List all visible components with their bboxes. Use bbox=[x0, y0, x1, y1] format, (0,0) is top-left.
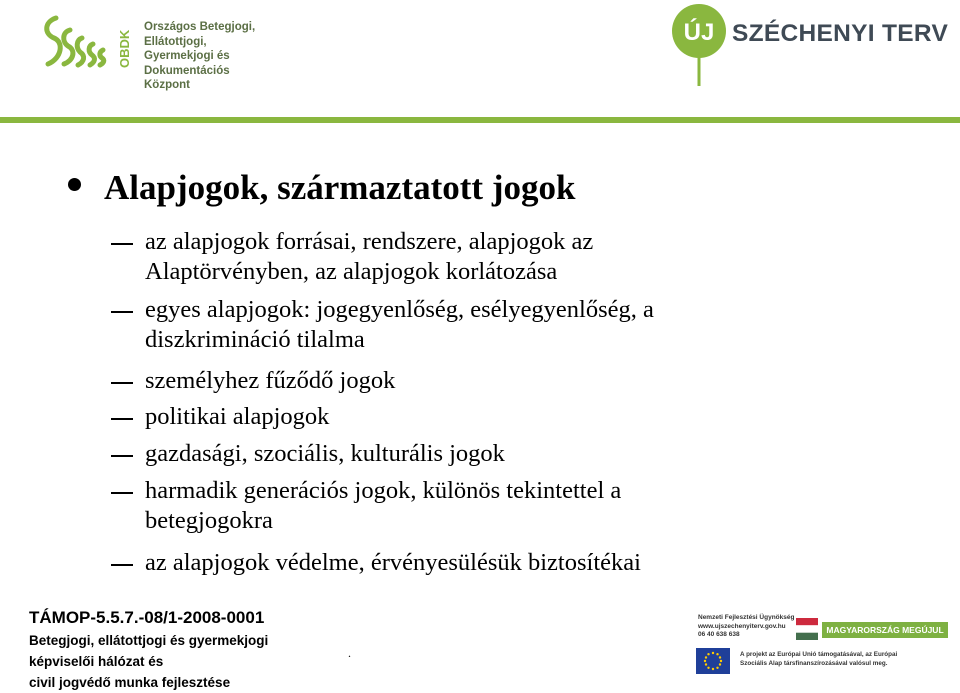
list-item-line: politikai alapjogok bbox=[145, 403, 330, 430]
obdk-line: Ellátottjogi, Gyermekjogi és bbox=[144, 35, 230, 62]
project-line: civil jogvédő munka fejlesztése bbox=[29, 675, 231, 690]
obdk-line: Dokumentációs Központ bbox=[144, 64, 230, 91]
eu-line: Szociális Alap társfinanszírozásával valósul meg. bbox=[740, 660, 888, 667]
obdk-line: Országos Betegjogi, bbox=[144, 21, 256, 33]
list-item-line: Alaptörvényben, az alapjogok korlátozása bbox=[145, 258, 558, 285]
list-item bbox=[145, 439, 505, 469]
uj-text: ÚJ bbox=[683, 19, 715, 46]
list-item bbox=[145, 402, 329, 432]
agency-line: Nemzeti Fejlesztési Ügynökség bbox=[698, 614, 795, 621]
list-item bbox=[145, 366, 395, 396]
list-item-line: gazdasági, szociális, kulturális jogok bbox=[145, 440, 505, 467]
project-line: Betegjogi, ellátottjogi és gyermekjogi bbox=[29, 633, 269, 648]
dash-icon bbox=[111, 311, 133, 313]
agency-info bbox=[698, 614, 794, 640]
dash-icon bbox=[111, 455, 133, 457]
eu-text bbox=[740, 650, 897, 668]
list-item bbox=[145, 548, 641, 578]
list-item-line: egyes alapjogok: jogegyenlőség, esélyegyenlőség, a bbox=[145, 296, 654, 323]
list-item-line: diszkrimináció tilalma bbox=[145, 326, 365, 353]
footer-dot: . bbox=[348, 646, 351, 660]
list-item-line: személyhez fűződő jogok bbox=[145, 367, 396, 394]
dash-icon bbox=[111, 382, 133, 384]
obdk-vertical-text: OBDK bbox=[117, 29, 132, 68]
list-item-line: harmadik generációs jogok, különös tekintettel a bbox=[145, 477, 622, 504]
list-item-line: az alapjogok védelme, érvényesülésük biztosítékai bbox=[145, 549, 641, 576]
slide-title: Alapjogok, származtatott jogok bbox=[104, 168, 576, 207]
sponsor-block bbox=[682, 602, 960, 689]
bullet-icon bbox=[68, 178, 81, 191]
list-item bbox=[145, 227, 593, 287]
dash-icon bbox=[111, 243, 133, 245]
list-item bbox=[145, 476, 621, 536]
footer-project bbox=[29, 606, 268, 693]
agency-line: www.ujszechenyiterv.gov.hu bbox=[698, 622, 786, 630]
project-code: TÁMOP-5.5.7.-08/1-2008-0001 bbox=[29, 608, 265, 627]
list-item-line: az alapjogok forrásai, rendszere, alapjogok az bbox=[145, 228, 594, 255]
list-item bbox=[145, 295, 654, 355]
eu-flag-icon bbox=[696, 648, 730, 674]
szechenyi-text: SZÉCHENYI TERV bbox=[732, 20, 949, 47]
hungarian-flag-icon bbox=[796, 618, 818, 640]
agency-line: 06 40 638 638 bbox=[698, 631, 740, 638]
dash-icon bbox=[111, 492, 133, 494]
project-line: képviselői hálózat és bbox=[29, 654, 164, 669]
hungary-banner: MAGYARORSZÁG MEGÚJUL bbox=[822, 622, 948, 638]
eu-line: A projekt az Európai Unió támogatásával, az Európai bbox=[740, 651, 898, 658]
list-item-line: betegjogokra bbox=[145, 507, 273, 534]
dash-icon bbox=[111, 564, 133, 566]
dash-icon bbox=[111, 418, 133, 420]
